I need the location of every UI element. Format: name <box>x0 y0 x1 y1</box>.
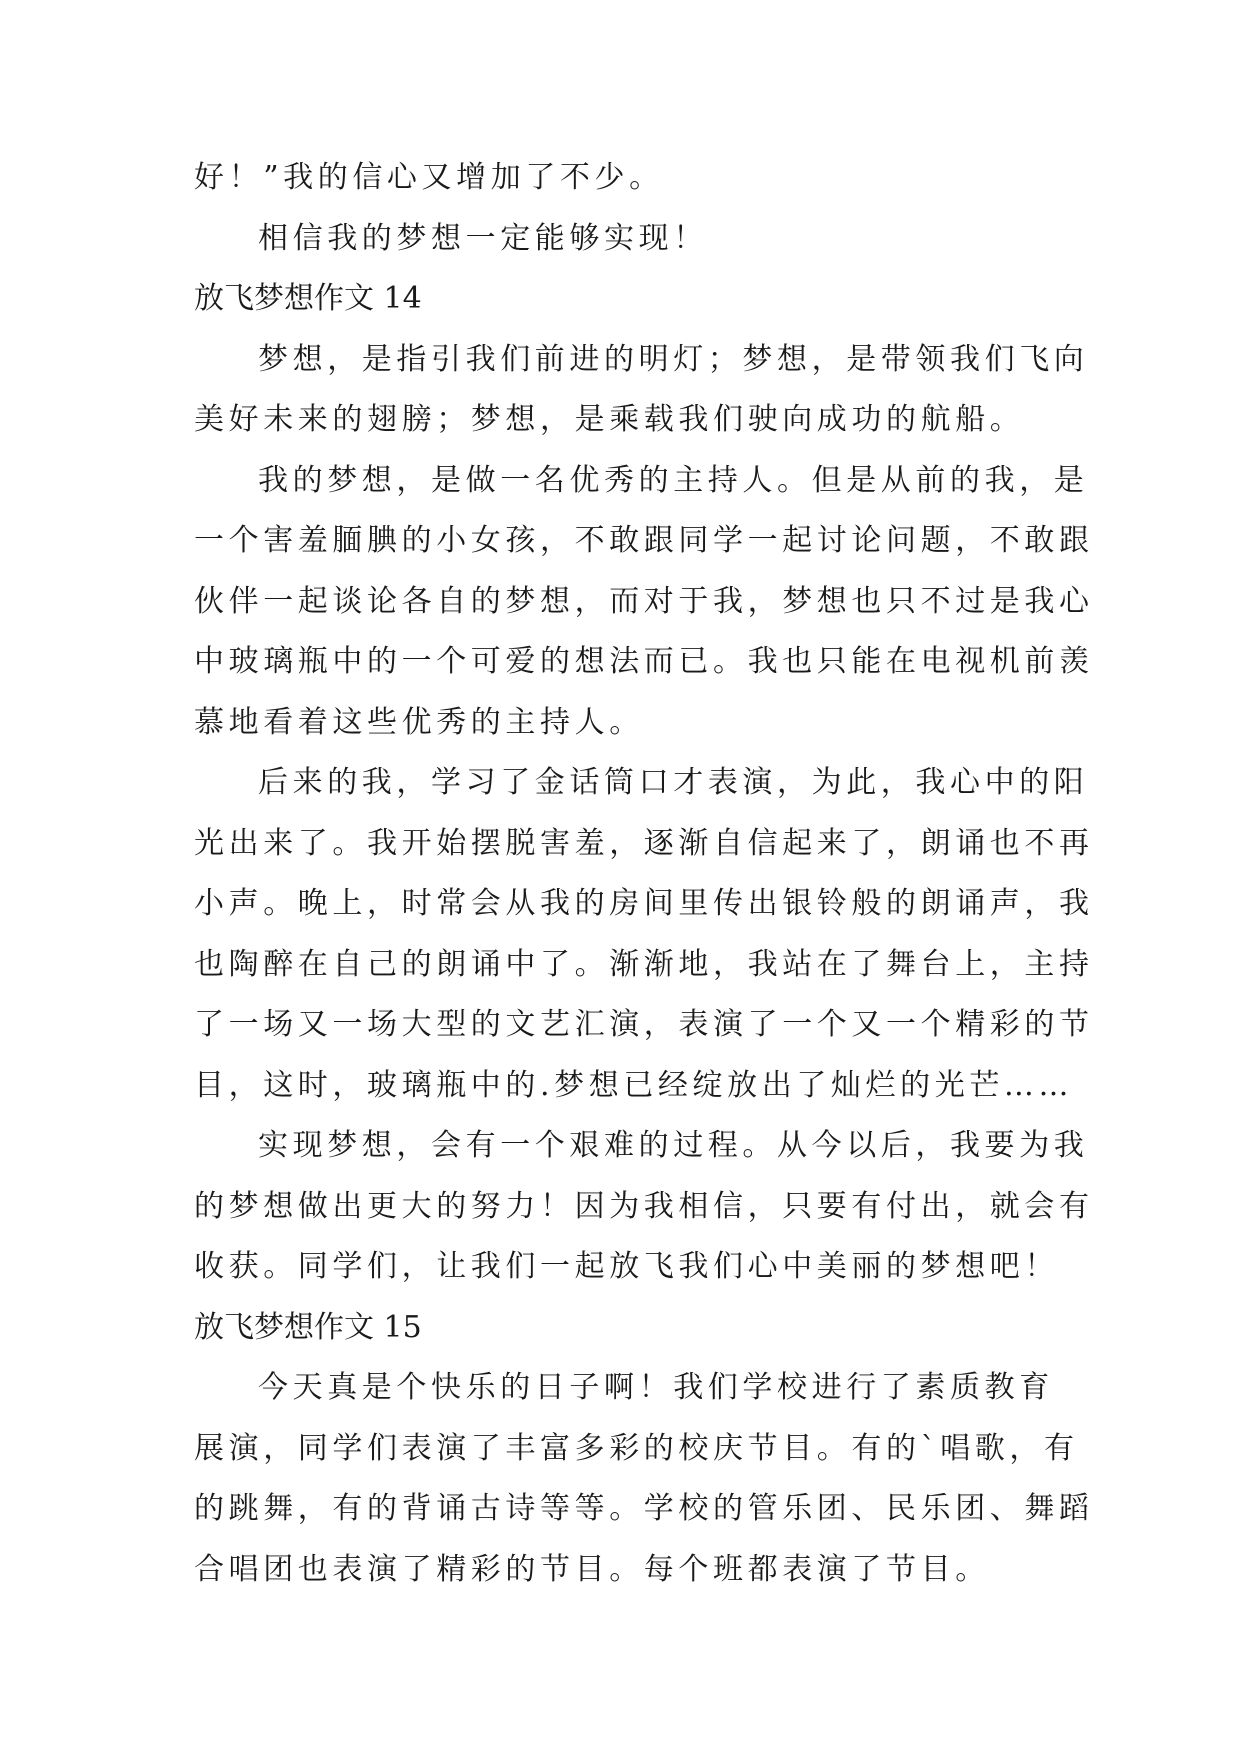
text-line: 慕地看着这些优秀的主持人。 <box>194 704 644 740</box>
text-line: 梦想，是指引我们前进的明灯；梦想，是带领我们飞向 <box>258 341 1089 377</box>
text-line: 中玻璃瓶中的一个可爱的想法而已。我也只能在电视机前羡 <box>194 644 1094 679</box>
section-heading: 放飞梦想作文 15 <box>194 1309 422 1345</box>
paragraph <box>194 330 1089 451</box>
text-line: 好！”我的信心又增加了不少。 <box>194 160 664 195</box>
text-line: 相信我的梦想一定能够实现！ <box>258 220 708 256</box>
document-page <box>194 148 1094 1600</box>
text-line: 小声。晚上，时常会从我的房间里传出银铃般的朗诵声，我 <box>194 886 1094 921</box>
text-line: 我的梦想，是做一名优秀的主持人。但是从前的我，是 <box>258 462 1089 498</box>
text-line: 合唱团也表演了精彩的节目。每个班都表演了节目。 <box>194 1551 990 1587</box>
paragraph <box>194 209 1054 270</box>
text-line: 也陶醉在自己的朗诵中了。渐渐地，我站在了舞台上，主持 <box>194 946 1094 982</box>
text-line: 美好未来的翅膀；梦想，是乘载我们驶向成功的航船。 <box>194 402 1025 437</box>
section-heading: 放飞梦想作文 14 <box>194 281 422 316</box>
text-line: 的梦想做出更大的努力！因为我相信，只要有付出，就会有 <box>194 1188 1094 1224</box>
text-line: 展演，同学们表演了丰富多彩的校庆节目。有的`唱歌，有 <box>194 1430 1079 1466</box>
text-line: 了一场又一场大型的文艺汇演，表演了一个又一个精彩的节 <box>194 1007 1094 1042</box>
text-line: 光出来了。我开始摆脱害羞，逐渐自信起来了，朗诵也不再 <box>194 825 1094 861</box>
text-line: 收获。同学们，让我们一起放飞我们心中美丽的梦想吧！ <box>194 1249 1059 1284</box>
text-line: 一个害羞腼腆的小女孩，不敢跟同学一起讨论问题，不敢跟 <box>194 523 1094 558</box>
text-line: 目，这时，玻璃瓶中的.梦想已经绽放出了灿烂的光芒…… <box>194 1067 1074 1103</box>
text-line: 今天真是个快乐的日子啊！我们学校进行了素质教育 <box>258 1370 1054 1405</box>
paragraph <box>194 753 1094 1116</box>
text-line: 伙伴一起谈论各自的梦想，而对于我，梦想也只不过是我心 <box>194 583 1094 619</box>
paragraph-continuation <box>194 148 1054 209</box>
text-line: 的跳舞，有的背诵古诗等等。学校的管乐团、民乐团、舞蹈 <box>194 1491 1094 1526</box>
paragraph <box>194 451 1094 754</box>
text-line: 后来的我，学习了金话筒口才表演，为此，我心中的阳 <box>258 765 1089 800</box>
text-line: 实现梦想，会有一个艰难的过程。从今以后，我要为我 <box>258 1128 1089 1163</box>
paragraph <box>194 1358 1094 1600</box>
paragraph <box>194 1116 1094 1298</box>
